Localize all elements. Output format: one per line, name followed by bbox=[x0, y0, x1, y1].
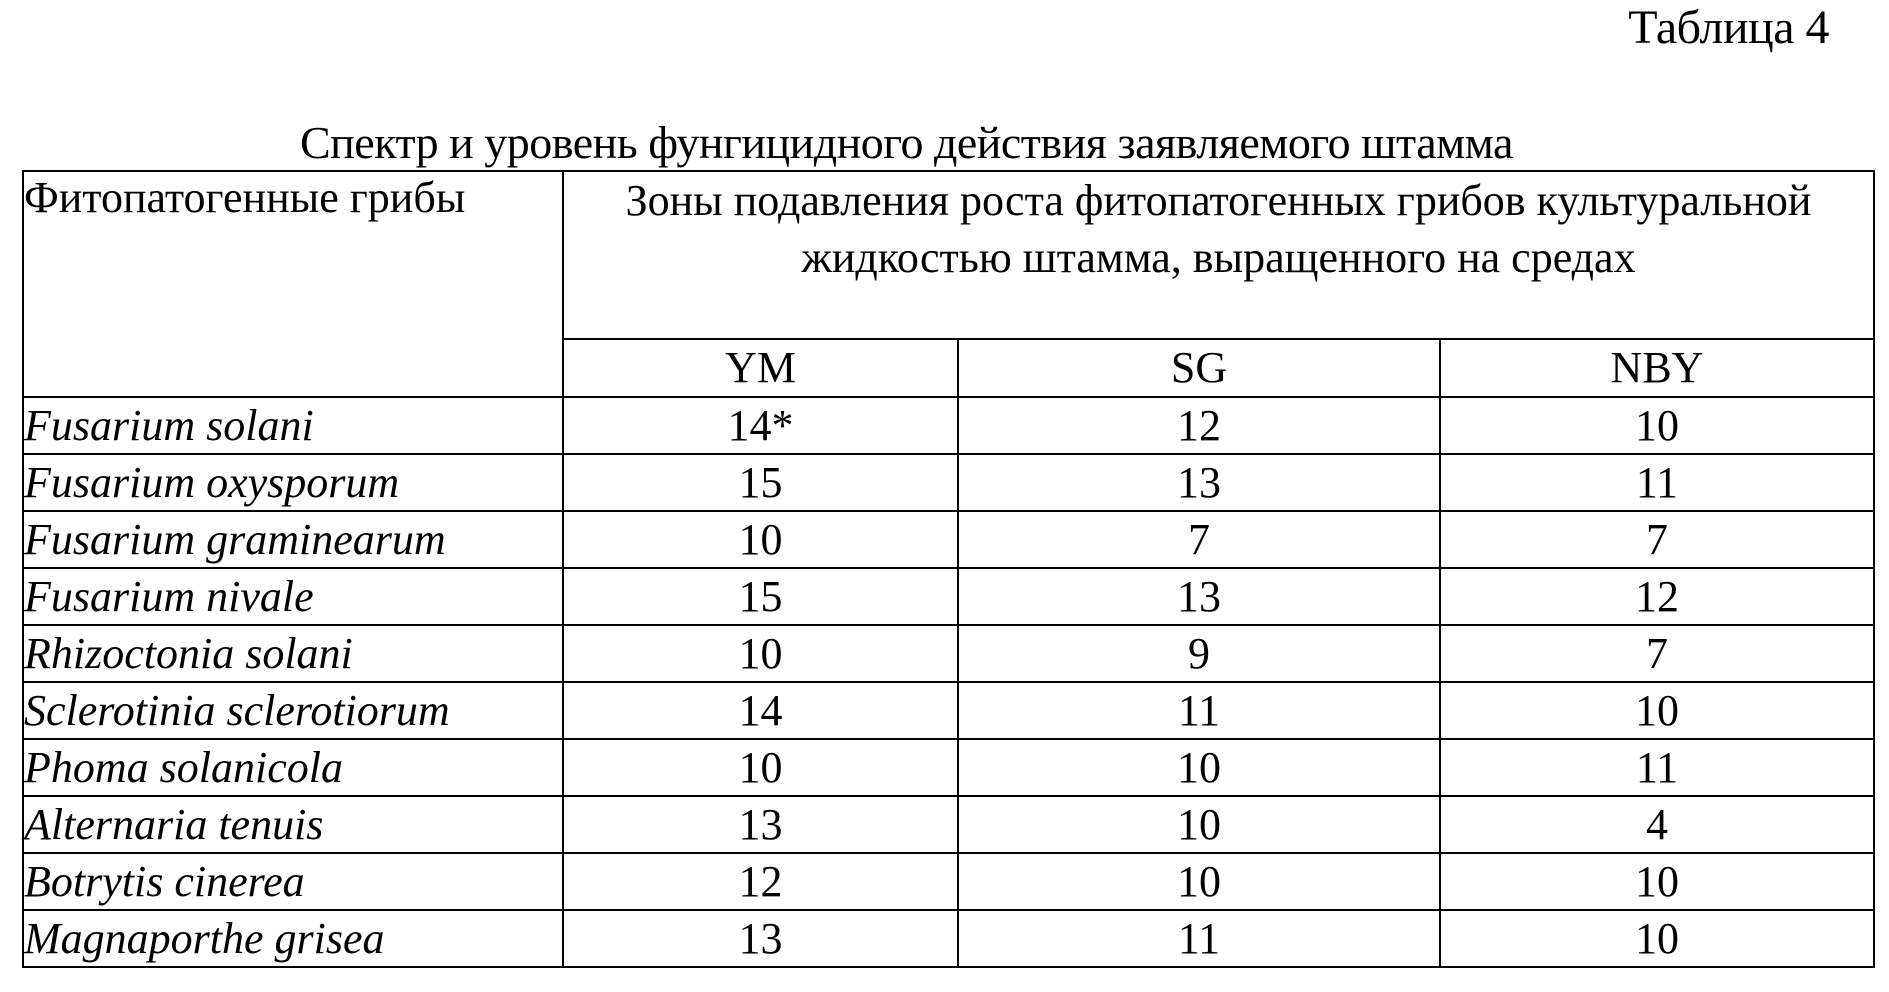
value-nby: 12 bbox=[1440, 568, 1874, 625]
table-row bbox=[23, 796, 1874, 853]
fungus-name: Fusarium nivale bbox=[23, 568, 563, 625]
value-sg: 13 bbox=[958, 454, 1440, 511]
table-row bbox=[23, 739, 1874, 796]
header-medium-nby: NBY bbox=[1440, 339, 1874, 397]
value-nby: 11 bbox=[1440, 739, 1874, 796]
value-nby: 7 bbox=[1440, 625, 1874, 682]
fungicidal-activity-table bbox=[22, 170, 1875, 968]
table-row bbox=[23, 454, 1874, 511]
value-sg: 10 bbox=[958, 796, 1440, 853]
table-row bbox=[23, 568, 1874, 625]
value-nby: 4 bbox=[1440, 796, 1874, 853]
table-number-label: Таблица 4 bbox=[1628, 1, 1829, 54]
value-sg: 13 bbox=[958, 568, 1440, 625]
value-nby: 11 bbox=[1440, 454, 1874, 511]
fungus-name: Fusarium solani bbox=[23, 397, 563, 454]
fungus-name: Sclerotinia sclerotiorum bbox=[23, 682, 563, 739]
value-sg: 11 bbox=[958, 682, 1440, 739]
header-zones: Зоны подавления роста фитопатогенных грибов культуральной жидкостью штамма, выращенного на средах bbox=[563, 171, 1874, 339]
value-ym: 13 bbox=[563, 796, 958, 853]
value-ym: 15 bbox=[563, 568, 958, 625]
fungus-name: Fusarium oxysporum bbox=[23, 454, 563, 511]
table-caption: Спектр и уровень фунгицидного действия заявляемого штамма bbox=[300, 117, 1513, 168]
fungus-name: Magnaporthe grisea bbox=[23, 910, 563, 967]
table-row bbox=[23, 853, 1874, 910]
value-sg: 10 bbox=[958, 853, 1440, 910]
value-ym: 14 bbox=[563, 682, 958, 739]
header-medium-sg: SG bbox=[958, 339, 1440, 397]
fungus-name: Alternaria tenuis bbox=[23, 796, 563, 853]
value-ym: 10 bbox=[563, 625, 958, 682]
fungus-name: Phoma solanicola bbox=[23, 739, 563, 796]
value-ym: 10 bbox=[563, 511, 958, 568]
value-sg: 9 bbox=[958, 625, 1440, 682]
table-row bbox=[23, 682, 1874, 739]
value-ym: 13 bbox=[563, 910, 958, 967]
value-sg: 7 bbox=[958, 511, 1440, 568]
fungus-name: Fusarium graminearum bbox=[23, 511, 563, 568]
header-row bbox=[23, 171, 1874, 339]
header-fungi: Фитопатогенные грибы bbox=[23, 171, 563, 397]
value-sg: 12 bbox=[958, 397, 1440, 454]
value-nby: 10 bbox=[1440, 853, 1874, 910]
value-nby: 7 bbox=[1440, 511, 1874, 568]
value-sg: 10 bbox=[958, 739, 1440, 796]
fungus-name: Rhizoctonia solani bbox=[23, 625, 563, 682]
value-ym: 14* bbox=[563, 397, 958, 454]
value-nby: 10 bbox=[1440, 682, 1874, 739]
value-ym: 12 bbox=[563, 853, 958, 910]
fungus-name: Botrytis cinerea bbox=[23, 853, 563, 910]
table-row bbox=[23, 397, 1874, 454]
table-row bbox=[23, 625, 1874, 682]
table-row bbox=[23, 511, 1874, 568]
value-sg: 11 bbox=[958, 910, 1440, 967]
table-row bbox=[23, 910, 1874, 967]
value-ym: 10 bbox=[563, 739, 958, 796]
header-medium-ym: YM bbox=[563, 339, 958, 397]
value-nby: 10 bbox=[1440, 910, 1874, 967]
value-ym: 15 bbox=[563, 454, 958, 511]
value-nby: 10 bbox=[1440, 397, 1874, 454]
